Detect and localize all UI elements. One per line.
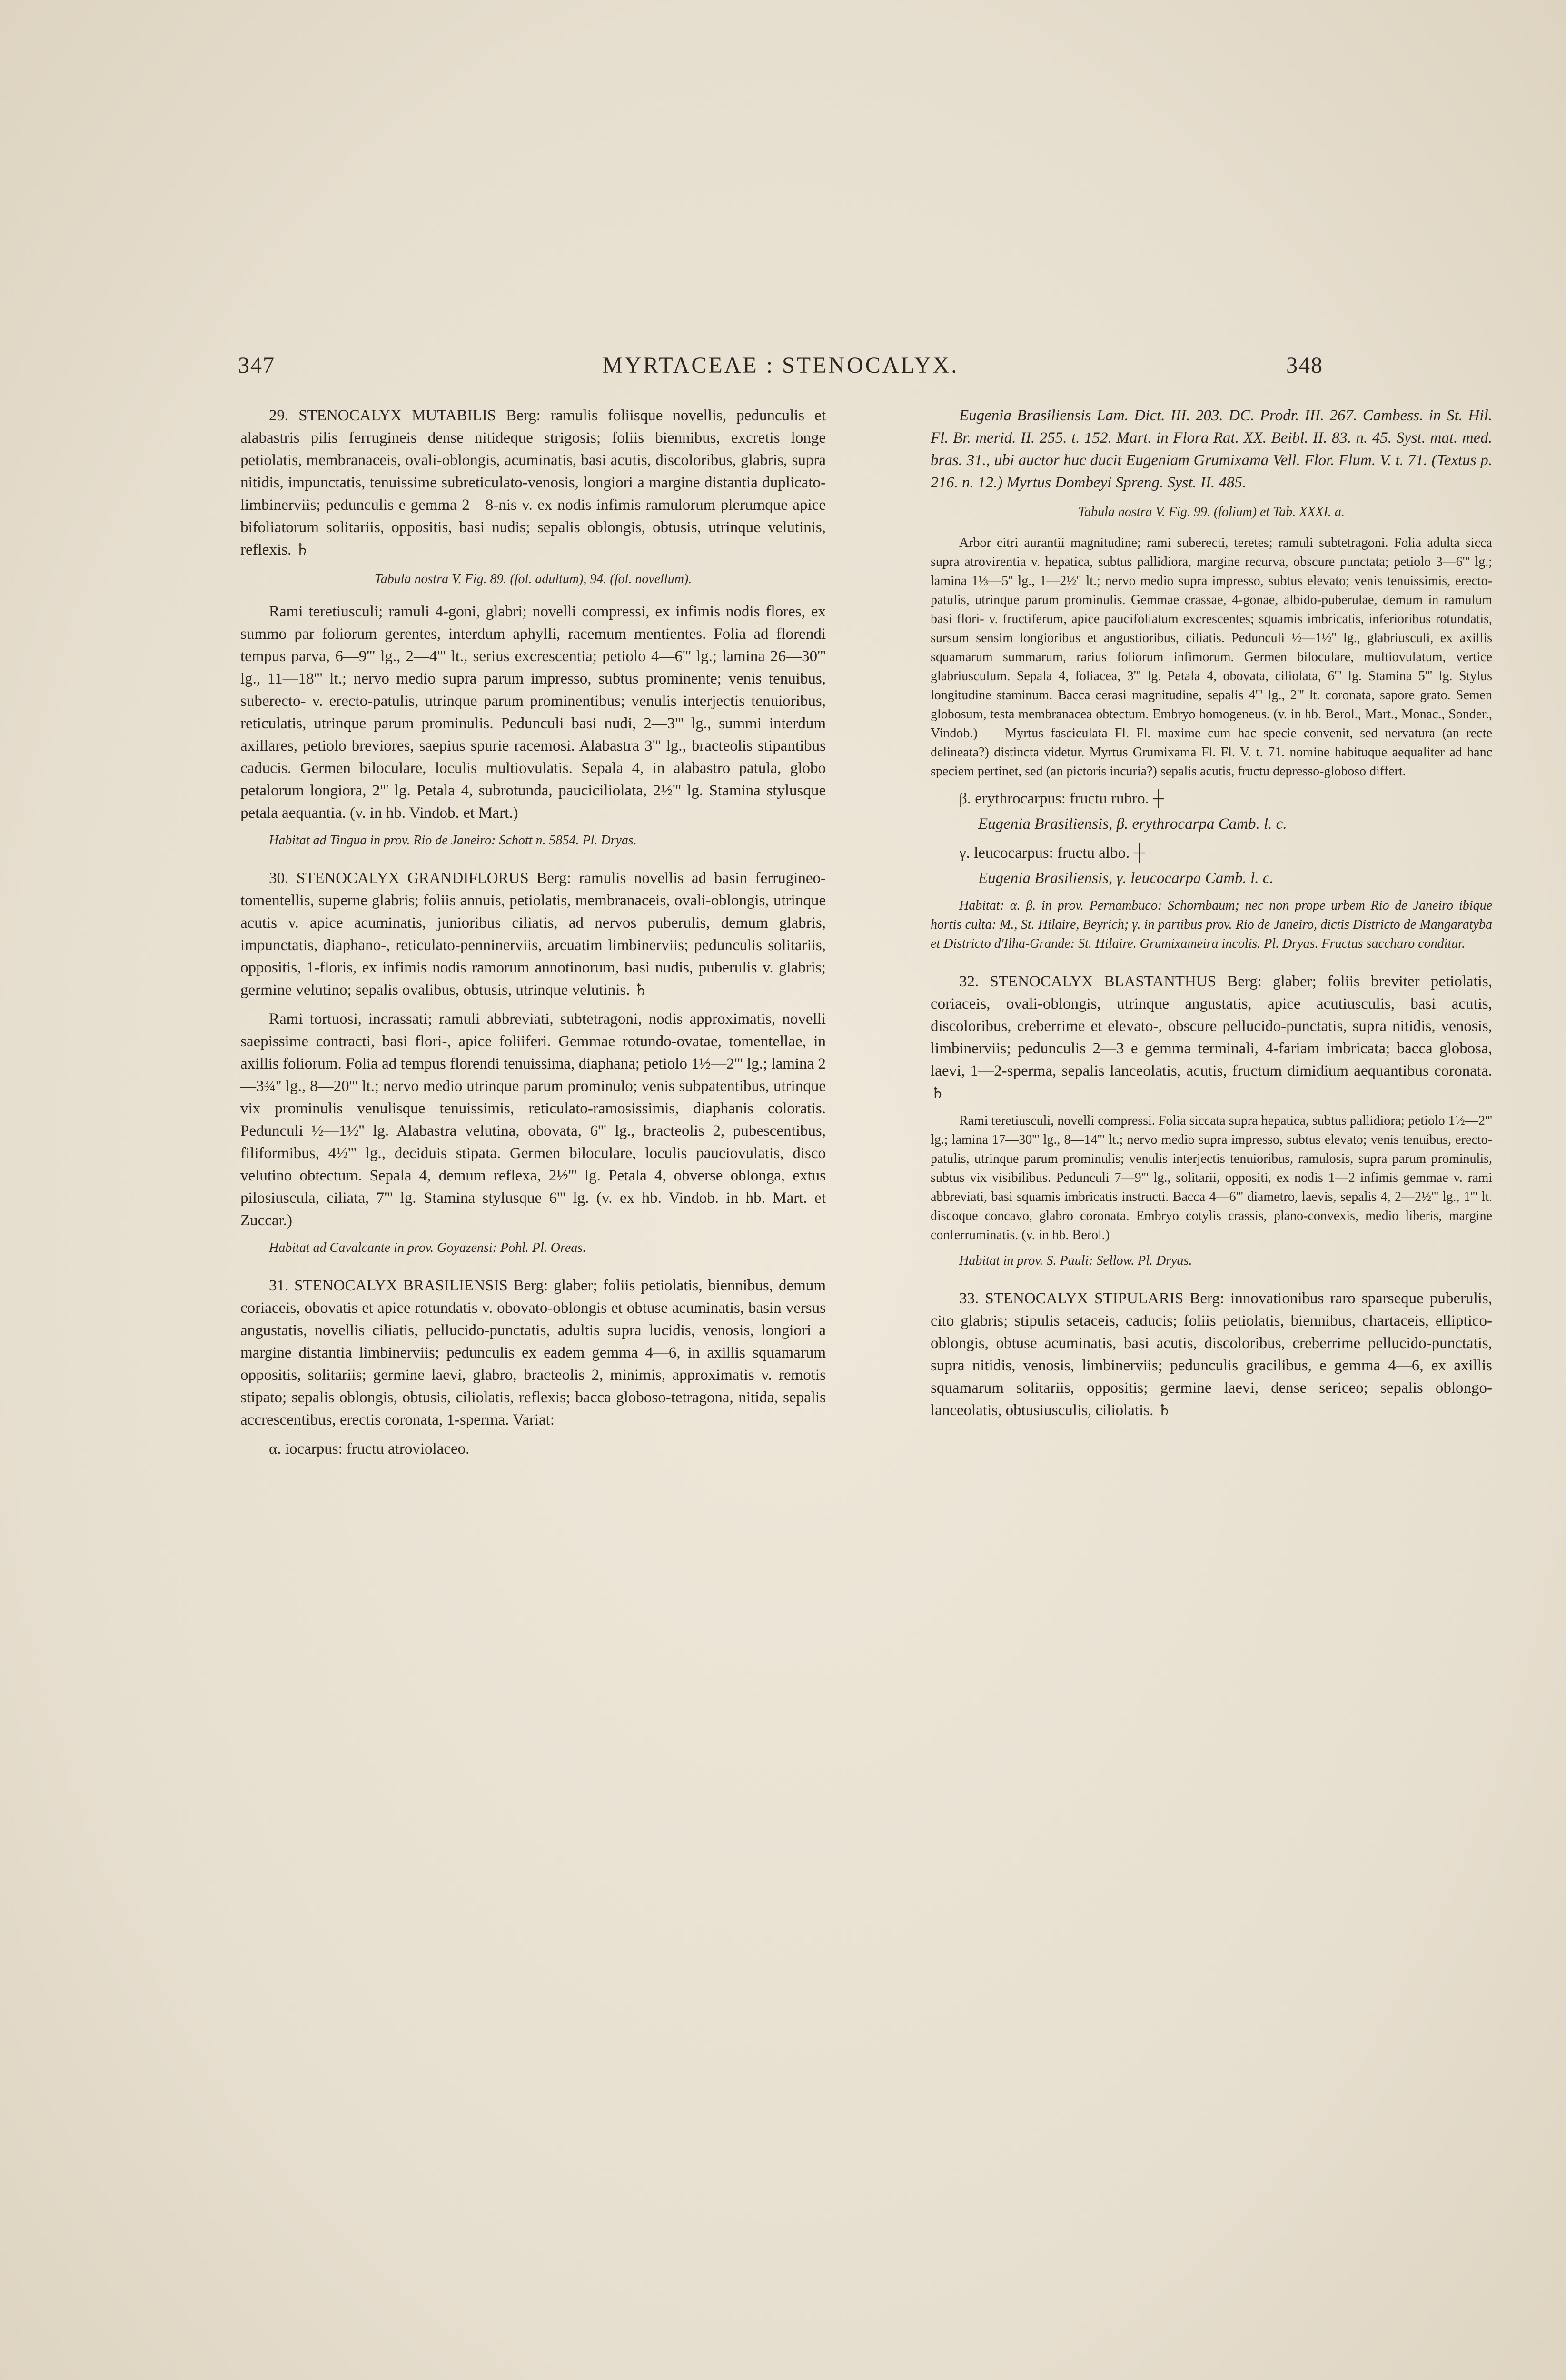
species-32-diagnosis: 32. STENOCALYX BLASTANTHUS Berg: glaber; foliis breviter petiolatis, coriaceis, ovali-oblongis, utrinque angustatis, apice acutiusculis, basi acutis, discoloribus, creberrime et elevato-, obscure pellucido-punctatis, supra nitidis, venosis, limbinerviis; pedunculis 2—3 e gemma terminali, 4-fariam imbricata; bacca globosa, laevi, 1—2-sperma, sepalis lanceolatis, acutis, fructum dimidium aequantibus coronata. ♄ (931, 973, 1492, 1102)
species-32-description: Rami teretiusculi, novelli compressi. Folia siccata supra hepatica, subtus pallidiora; petiolo 1½—2''' lg.; lamina 17—30''' lg., 8—14''' lt.; nervo medio supra impresso, subtus elevato; venis tenuibus, erecto-patulis, utrinque parum prominulis; venulis interjectis tenuioribus, ramulosis, supra parum prominulis, subtus vix visibilibus. Pedunculi 7—9''' lg., solitarii, oppositi, ex nodis 1—2 infimis gemmae v. rami abbreviati, basi squamis imbricatis instructi. Bacca 4—6''' diametro, laevis, sepalis 4, 2—2½''' lg., 1''' lt. discoque concavo, glabro coronata. Embryo cotylis crassis, plano-convexis, medio liberis, margine conferruminatis. (v. in hb. Berol.) (931, 1113, 1492, 1242)
running-header (238, 352, 1323, 390)
species-31-variety-gamma: γ. leucocarpus: fructu albo. ┼ (959, 844, 1145, 862)
species-30-habitat: Habitat ad Cavalcante in prov. Goyazensi: Pohl. Pl. Oreas. (269, 1240, 586, 1255)
species-31-description: Arbor citri aurantii magnitudine; rami suberecti, teretes; ramuli subtetragoni. Folia adulta sicca supra atrovirentia v. hepatica, subtus pallidiora, margine recurva, obscure punctata; petiolo 3—6''' lg.; lamina 1⅓—5'' lg., 1—2½'' lt.; nervo medio supra impresso, subtus elevato; venis tenuissimis, erecto-patulis, utrinque parum prominulis. Gemmae crassae, 4-gonae, albido-puberulae, demum in ramulum basi flori- v. fructiferum, apice paucifoliatum excrescentes; squamis imbricatis, inferioribus rotundatis, sursum sensim longioribus et angustioribus, ciliatis. Pedunculi ½—1½'' lg., glabriusculi, ex axillis squamarum summarum, rarius foliorum infimorum. Germen biloculare, multiovulatum, vertice glabriusculum. Sepala 4, foliacea, 3''' lg. Petala 4, obovata, ciliolata, 6''' lg. Stamina 5''' lg. Stylus longitudine staminum. Bacca cerasi magnitudine, sepalis 4''' lg., 2''' lt. coronata, sapore grato. Semen globosum, testa membranacea obtectum. Embryo homogeneus. (v. in hb. Berol., Mart., Monac., Sonder., Vindob.) — Myrtus fasciculata Fl. Fl. maxime cum hac specie convenit, sed nervatura (an recte delineata?) distincta videtur. Myrtus Grumixama Fl. Fl. V. t. 71. nomine habituque aequaliter ad hanc speciem pertinet, sed (an pictoris incuria?) sepalis acutis, fructu depresso-globoso differt. (931, 536, 1492, 779)
left-column (240, 405, 826, 1463)
species-31-plate-ref: Tabula nostra V. Fig. 99. (folium) et Tab. XXXI. a. (1078, 505, 1345, 519)
species-31-synonymy: Eugenia Brasiliensis Lam. Dict. III. 203. DC. Prodr. III. 267. Cambess. in St. Hil. Fl. Br. merid. II. 255. t. 152. Mart. in Flora Rat. XX. Beibl. II. 83. n. 45. Syst. mat. med. bras. 31., ubi auctor huc ducit Eugeniam Grumixama Vell. Flor. Flum. V. t. 71. (Textus p. 216. n. 12.) Myrtus Dombeyi Spreng. Syst. II. 485. (931, 407, 1492, 491)
species-30-description: Rami tortuosi, incrassati; ramuli abbreviati, subtetragoni, nodis approximatis, novelli saepissime contracti, basi flori-, apice foliiferi. Gemmae rotundo-ovatae, tomentellae, in axillis foliorum. Folia ad tempus florendi tenuissima, diaphana; petiolo 1½—2''' lg.; lamina 2—3¾'' lg., 8—20''' lt.; nervo medio utrinque parum prominulo; venis subpatentibus, utrinque vix prominulis venulisque tenuissimis, reticulato-ramosissimis, diaphanis coloratis. Pedunculi ½—1½'' lg. Alabastra velutina, obovata, 6''' lg., bracteolis 2, pubescentibus, filiformibus, 4½''' lg., deciduis stipata. Germen biloculare, loculis pauciovulatis, disco velutino obtectum. Sepala 4, demum reflexa, 2½''' lg. Petala 4, obverse oblonga, extus pilosiuscula, ciliata, 7''' lg. Stamina stylusque 6''' lg. (v. ex hb. Vindob. in hb. Mart. et Zuccar.) (240, 1011, 826, 1229)
species-31-variety-alpha: α. iocarpus: fructu atroviolaceo. (269, 1440, 470, 1458)
species-29-plate-ref: Tabula nostra V. Fig. 89. (fol. adultum), 94. (fol. novellum). (374, 572, 692, 586)
species-31-diagnosis: 31. STENOCALYX BRASILIENSIS Berg: glaber; foliis petiolatis, biennibus, demum coriaceis, obovatis et apice rotundatis v. obovato-oblongis et obtuse acuminatis, basin versus angustatis, novellis ciliatis, pellucido-punctatis, adultis supra lucidis, venosis, longiori a margine distantia limbinerviis; pedunculis ex eadem gemma 4—6, in axillis squamarum oppositis, solitariis; germine laevi, glabro, bracteolis 2, minimis, approximatis v. remotis stipato; sepalis oblongis, obtusis, ciliolatis, reflexis; bacca globoso-tetragona, nitida, sepalis accrescentibus, erectis coronata, 1-sperma. Variat: (240, 1277, 826, 1428)
species-29-diagnosis: 29. STENOCALYX MUTABILIS Berg: ramulis foliisque novellis, pedunculis et alabastris pilis ferrugineis dense nitideque strigosis; foliis biennibus, excretis longe petiolatis, membranaceis, ovali-oblongis, acuminatis, basi acutis, discoloribus, glabris, supra nitidis, impunctatis, tenuissime subreticulato-venosis, longiori a margine distantia duplicato-limbinerviis; pedunculis e gemma 2—8-nis v. ex nodis infimis ramulorum plerumque apice bifoliatorum solitariis, oppositis, basi nudis; sepalis oblongis, obtusis, utrinque velutinis, reflexis. ♄ (240, 407, 826, 558)
page-number-left: 347 (238, 353, 275, 378)
species-29-description: Rami teretiusculi; ramuli 4-goni, glabri; novelli compressi, ex infimis nodis flores, ex summo par foliorum gerentes, interdum aphylli, racemum mentientes. Folia ad florendi tempus parva, 6—9''' lg., 2—4''' lt., serius excrescentia; petiolo 4—6''' lg.; lamina 26—30''' lg., 11—18''' lt.; nervo medio supra parum impresso, subtus prominente; venis tenuibus, suberecto- v. erecto-patulis, utrinque parum prominentibus; venulis interjectis tenuioribus, reticulatis, utrinque parum prominulis. Pedunculi basi nudi, 2—3''' lg., summi interdum axillares, petiolo breviores, saepius spurie racemosi. Alabastra 3''' lg., bracteolis stipantibus caducis. Germen biloculare, loculis multiovulatis. Sepala 4, in alabastro patula, globo petalorum longiora, 2''' lg. Petala 4, subrotunda, pauciciliolata, 2½''' lg. Stamina stylusque petala aequantia. (v. in hb. Vindob. et Mart.) (240, 603, 826, 822)
species-31-variety-beta-synonym: Eugenia Brasiliensis, β. erythrocarpa Camb. l. c. (978, 815, 1287, 833)
running-title: MYRTACEAE : STENOCALYX. (602, 353, 959, 378)
species-29-habitat: Habitat ad Tingua in prov. Rio de Janeiro: Schott n. 5854. Pl. Dryas. (269, 833, 637, 848)
species-33-diagnosis: 33. STENOCALYX STIPULARIS Berg: innovationibus raro sparseque puberulis, cito glabris; stipulis setaceis, caducis; foliis petiolatis, biennibus, chartaceis, elliptico-oblongis, obtuse acuminatis, basi acutis, discoloribus, creberrime pellucido-punctatis, supra nitidis, venosis, limbinerviis; pedunculis gracilibus, e gemma 4—6, ex axillis squamarum solitariis, oppositis; germine laevi, dense sericeo; sepalis oblongo-lanceolatis, obtusiusculis, ciliolatis. ♄ (931, 1290, 1492, 1419)
page-number-right: 348 (1286, 353, 1323, 378)
species-31-variety-gamma-synonym: Eugenia Brasiliensis, γ. leucocarpa Camb. l. c. (978, 870, 1274, 887)
species-30-diagnosis: 30. STENOCALYX GRANDIFLORUS Berg: ramulis novellis ad basin ferrugineo-tomentellis, superne glabris; foliis annuis, petiolatis, membranaceis, ovali-oblongis, utrinque acutis v. apice acuminatis, junioribus ciliatis, ad nervos puberulis, demum glabris, impunctatis, diaphano-, reticulato-penninerviis, arcuatim limbinerviis; pedunculis solitariis, oppositis, 1-floris, ex infimis nodis ramorum annotinorum, basi nudis, puberulis v. glabris; germine velutino; sepalis ovalibus, obtusis, utrinque velutinis. ♄ (240, 870, 826, 999)
right-column (931, 405, 1492, 1428)
species-31-variety-beta: β. erythrocarpus: fructu rubro. ┼ (959, 790, 1164, 807)
species-32-habitat: Habitat in prov. S. Pauli: Sellow. Pl. Dryas. (959, 1253, 1192, 1268)
species-31-habitat: Habitat: α. β. in prov. Pernambuco: Schornbaum; nec non prope urbem Rio de Janeiro ibique hortis culta: M., St. Hilaire, Beyrich; γ. in partibus prov. Rio de Janeiro, dictis Districto de Mangaratyba et Districto d'Ilha-Grande: St. Hilaire. Grumixameira incolis. Pl. Dryas. Fructus saccharo conditur. (931, 898, 1492, 951)
